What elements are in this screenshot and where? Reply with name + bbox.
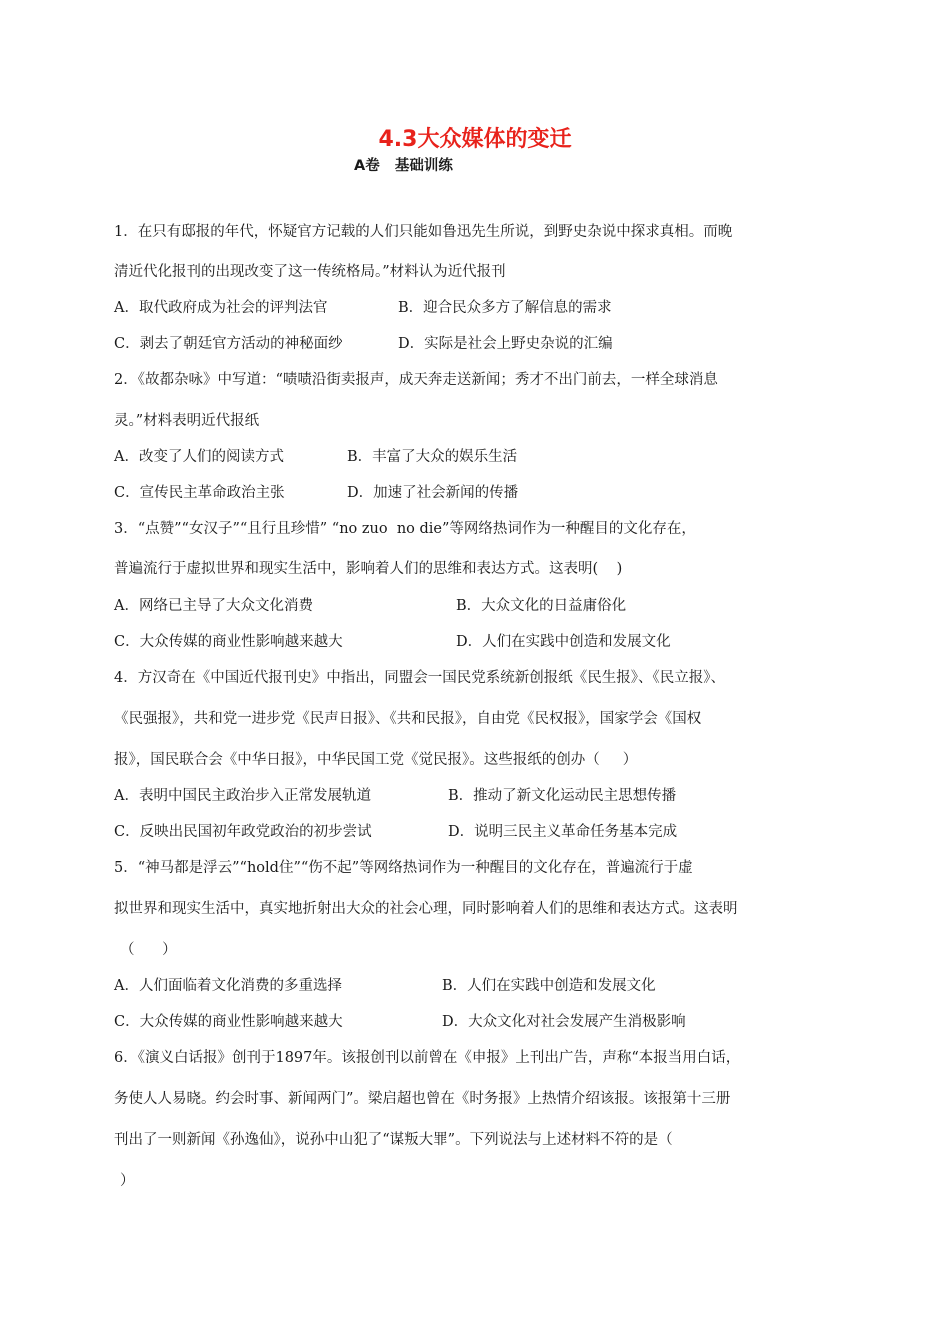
question-3-option-a: A．网络已主导了大众文化消费: [114, 598, 313, 614]
question-1-option-a: A．取代政府成为社会的评判法官: [114, 300, 328, 316]
question-5-option-d: D．大众文化对社会发展产生消极影响: [442, 1014, 686, 1030]
question-4-option-d: D．说明三民主义革命任务基本完成: [448, 824, 678, 840]
question-6-stem-line-3: 刊出了一则新闻《孙逸仙》，说孙中山犯了“谋叛大罪”。下列说法与上述材料不符的是（: [114, 1132, 673, 1148]
question-1-stem-line-1: 1．在只有邸报的年代，怀疑官方记载的人们只能如鲁迅先生所说，到野史杂说中探求真相。而晚: [114, 224, 733, 240]
question-1-stem-line-2: 清近代化报刊的出现改变了这一传统格局。”材料认为近代报刊: [114, 264, 506, 280]
question-4-option-c: C．反映出民国初年政党政治的初步尝试: [114, 824, 372, 840]
question-1-option-b: B．迎合民众多方了解信息的需求: [398, 300, 612, 316]
question-5-option-a: A．人们面临着文化消费的多重选择: [114, 978, 342, 994]
question-5-stem-line-2: 拟世界和现实生活中，真实地折射出大众的社会心理，同时影响着人们的思维和表达方式。这表明: [114, 901, 738, 917]
question-4-option-b: B．推动了新文化运动民主思想传播: [448, 788, 677, 804]
question-3-stem-line-1: 3．“点赞”“女汉子”“且行且珍惜” “no zuo no die”等网络热词作为一种醒目的文化存在，: [114, 521, 696, 537]
question-6-answer-blank-close: ）: [120, 1173, 135, 1189]
question-2-stem-line-1: 2．《故都杂咏》中写道：“啧啧沿街卖报声，成天奔走送新闻；秀才不出门前去，一样全球消息: [114, 372, 718, 388]
question-5-stem-line-1: 5．“神马都是浮云”“hold住”“伤不起”等网络热词作为一种醒目的文化存在，普遍流行于虚: [114, 860, 693, 876]
question-1-option-c: C．剥去了朝廷官方活动的神秘面纱: [114, 336, 343, 352]
question-6-stem-line-1: 6．《演义白话报》创刊于1897年。该报创刊以前曾在《申报》上刊出广告，声称“本报当用白话，: [114, 1050, 741, 1066]
page-title: 4.3大众媒体的变迁: [378, 127, 572, 152]
question-4-option-a: A．表明中国民主政治步入正常发展轨道: [114, 788, 371, 804]
question-2-option-c: C．宣传民主革命政治主张: [114, 485, 285, 501]
section-subtitle: A卷 基础训练: [354, 158, 453, 174]
question-1-option-d: D．实际是社会上野史杂说的汇编: [398, 336, 613, 352]
question-2-option-b: B．丰富了大众的娱乐生活: [347, 449, 518, 465]
question-3-option-c: C．大众传媒的商业性影响越来越大: [114, 634, 343, 650]
question-2-option-a: A．改变了人们的阅读方式: [114, 449, 284, 465]
question-2-option-d: D．加速了社会新闻的传播: [347, 485, 519, 501]
question-2-stem-line-2: 灵。”材料表明近代报纸: [114, 413, 260, 429]
question-5-answer-blank: （ ）: [120, 942, 177, 958]
question-3-stem-line-2: 普遍流行于虚拟世界和现实生活中，影响着人们的思维和表达方式。这表明( ): [114, 561, 623, 577]
question-6-stem-line-2: 务使人人易晓。约会时事、新闻两门”。梁启超也曾在《时务报》上热情介绍该报。该报第十三册: [114, 1091, 731, 1107]
question-5-option-c: C．大众传媒的商业性影响越来越大: [114, 1014, 343, 1030]
question-4-stem-line-1: 4．方汉奇在《中国近代报刊史》中指出，同盟会一国民党系统新创报纸《民生报》、《民立报》、: [114, 670, 725, 686]
question-4-stem-line-2: 《民强报》，共和党一进步党《民声日报》、《共和民报》，自由党《民权报》，国家学会《国权: [114, 711, 702, 727]
question-5-option-b: B．人们在实践中创造和发展文化: [442, 978, 656, 994]
question-4-stem-line-3: 报》，国民联合会《中华日报》，中华民国工党《觉民报》。这些报纸的创办（ ）: [114, 752, 638, 768]
question-3-option-d: D．人们在实践中创造和发展文化: [456, 634, 671, 650]
question-3-option-b: B．大众文化的日益庸俗化: [456, 598, 627, 614]
